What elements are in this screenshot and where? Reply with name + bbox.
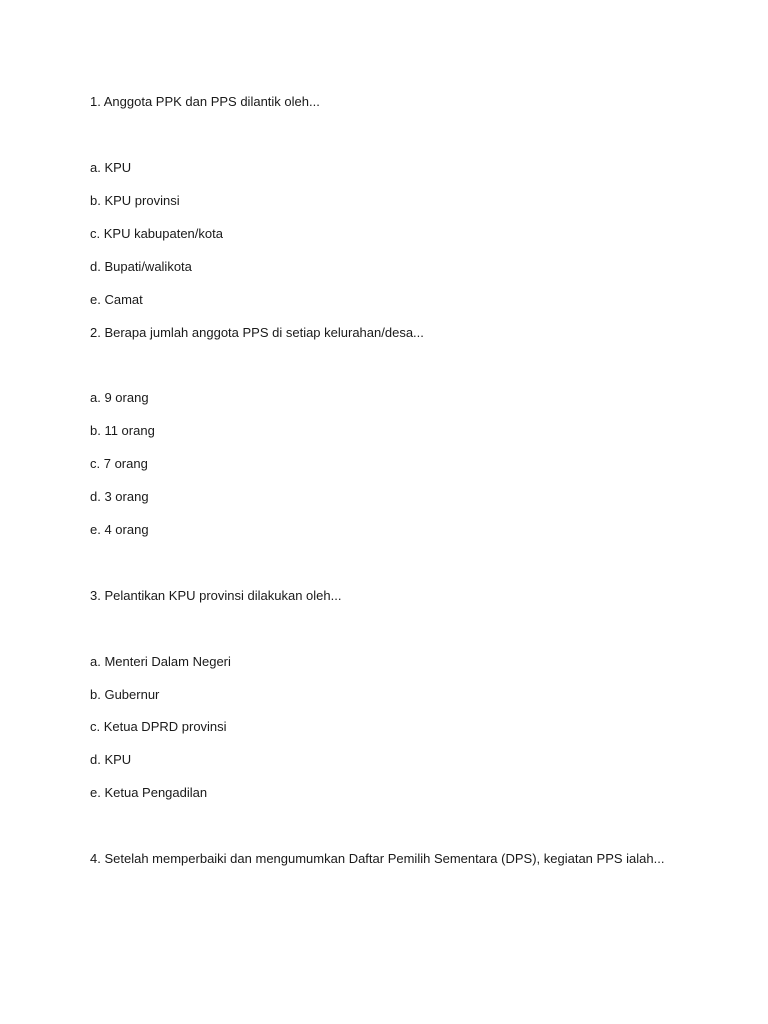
question-1-option-e: e. Camat (90, 292, 143, 307)
question-1-option-d: d. Bupati/walikota (90, 259, 192, 274)
question-2-option-a: a. 9 orang (90, 390, 149, 405)
question-2-text: 2. Berapa jumlah anggota PPS di setiap kelurahan/desa... (90, 325, 424, 340)
question-3-option-c: c. Ketua DPRD provinsi (90, 719, 227, 734)
question-1-text: 1. Anggota PPK dan PPS dilantik oleh... (90, 94, 320, 109)
question-1-option-a: a. KPU (90, 160, 132, 175)
question-3-option-a: a. Menteri Dalam Negeri (90, 654, 231, 669)
question-3-text: 3. Pelantikan KPU provinsi dilakukan oleh... (90, 588, 342, 603)
question-2-option-e: e. 4 orang (90, 522, 149, 537)
question-1-option-c: c. KPU kabupaten/kota (90, 226, 223, 241)
question-3-option-b: b. Gubernur (90, 687, 160, 702)
question-2-option-c: c. 7 orang (90, 456, 148, 471)
question-3-option-d: d. KPU (90, 752, 132, 767)
question-2-option-d: d. 3 orang (90, 489, 149, 504)
question-2-option-b: b. 11 orang (90, 423, 155, 438)
question-4-text: 4. Setelah memperbaiki dan mengumumkan Daftar Pemilih Sementara (DPS), kegiatan PPS ialah... (90, 851, 665, 866)
question-1-option-b: b. KPU provinsi (90, 193, 180, 208)
question-3-option-e: e. Ketua Pengadilan (90, 785, 208, 800)
